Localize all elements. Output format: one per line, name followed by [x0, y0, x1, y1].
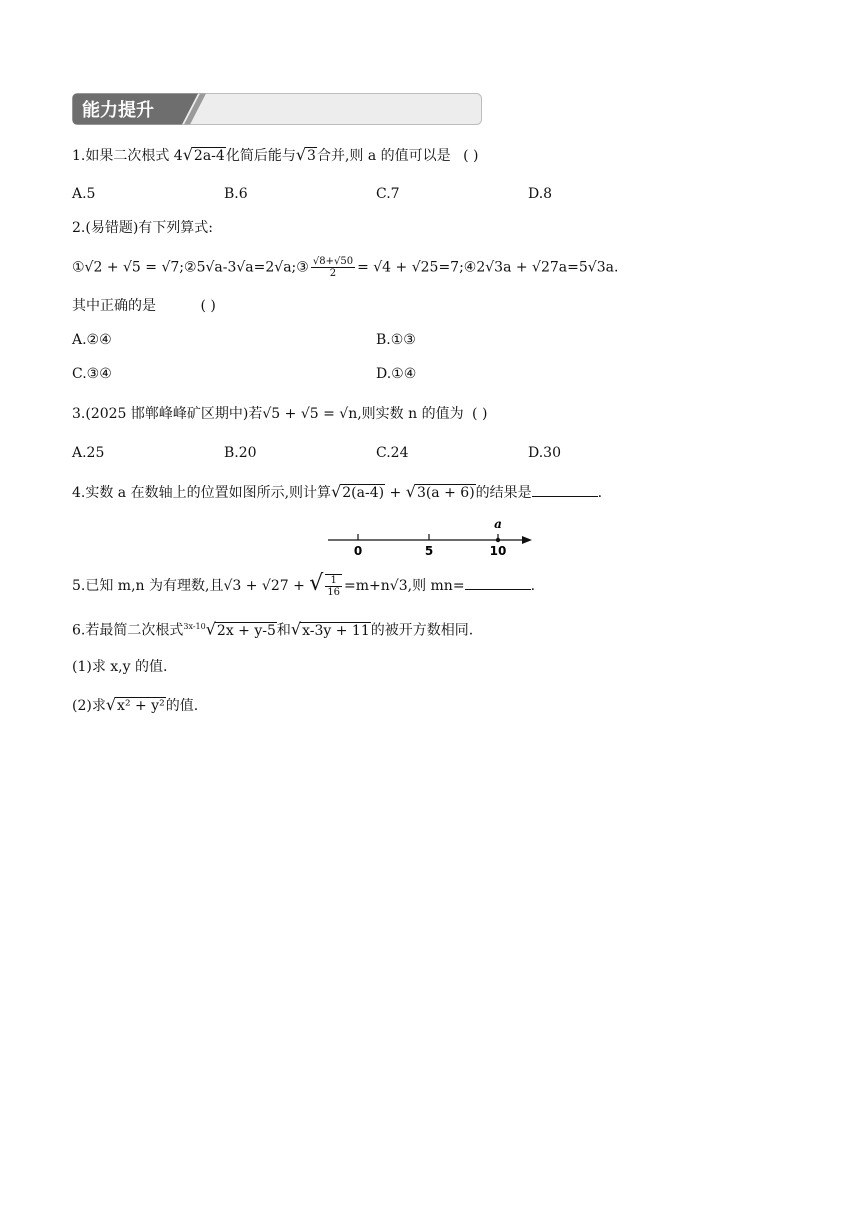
q3-option-d: D.30 [528, 445, 561, 461]
q3-stem: 3.(2025 邯郸峰峰矿区期中)若√5 + √5 = √n,则实数 n 的值为 ( ) [72, 406, 488, 422]
section-title: 能力提升 [82, 100, 154, 121]
q2-ask: 其中正确的是 ( ) [72, 298, 216, 314]
axis-arrow [522, 536, 532, 544]
q6-sub-1: (1)求 x,y 的值. [72, 659, 168, 675]
q2-stem: 2.(易错题)有下列算式: [72, 220, 213, 236]
q1-radicand: 2a-4 [193, 148, 225, 164]
answer-paren: ( ) [200, 298, 216, 314]
point-a [496, 538, 500, 542]
q1-stem: 1.如果二次根式 4√2a-4化简后能与√3合并,则 a 的值可以是 ( ) [72, 145, 479, 164]
q2-option-c: C.③④ [72, 366, 112, 382]
q2-expr-4: ④2√3a + √27a=5√3a. [463, 259, 619, 276]
q6-root-index: 3x-10 [183, 622, 206, 631]
tick-label-5: 5 [424, 544, 434, 558]
answer-blank[interactable] [532, 482, 598, 497]
answer-blank[interactable] [465, 575, 531, 590]
q3-option-a: A.25 [72, 445, 105, 461]
q2-option-d: D.①④ [376, 366, 417, 382]
q2-option-b: B.①③ [376, 332, 416, 348]
number-line [320, 515, 540, 559]
answer-paren: ( ) [472, 406, 488, 422]
q2-expressions: ①√2 + √5 = √7;②5√a-3√a=2√a;③ $\frac{√8+√50}{2}$ = √4 + √25=7;④2√3a + √27a=5√3a. [72, 256, 619, 279]
q2-expr-3-fraction: $\frac{√8+√50}{2}$ [312, 256, 354, 279]
q5-stem: 5.已知 m,n 为有理数,且√3 + √27 + √ $\frac{1}{16}$ =m+n√3,则 mn= . [72, 571, 536, 598]
q5-fraction: $\frac{1}{16}$ [327, 575, 341, 598]
section-banner [72, 93, 482, 125]
q6-sub-2: (2)求√x² + y²的值. [72, 695, 199, 714]
q2-expr-3: = √4 + √25=7; [357, 259, 464, 276]
q4-stem: 4.实数 a 在数轴上的位置如图所示,则计算√2(a-4) + √3(a + 6)的结果是 . [72, 482, 603, 501]
point-label-a: a [494, 517, 502, 531]
q3-option-c: C.24 [376, 445, 409, 461]
q2-expr-1: ①√2 + √5 = √7; [72, 259, 185, 276]
q1-option-a: A.5 [72, 186, 96, 202]
tick-label-0: 0 [353, 544, 363, 558]
q1-option-b: B.6 [224, 186, 248, 202]
q1-option-d: D.8 [528, 186, 553, 202]
q3-option-b: B.20 [224, 445, 257, 461]
q1-option-c: C.7 [376, 186, 400, 202]
tick-label-10: 10 [489, 544, 507, 558]
q2-option-a: A.②④ [72, 332, 112, 348]
q6-stem: 6.若最简二次根式$^{3x-10}$√2x + y-5和√x-3y + 11的被开方数相同. [72, 619, 474, 639]
answer-paren: ( ) [463, 148, 479, 164]
q2-expr-2: ②5√a-3√a=2√a; [184, 259, 297, 276]
